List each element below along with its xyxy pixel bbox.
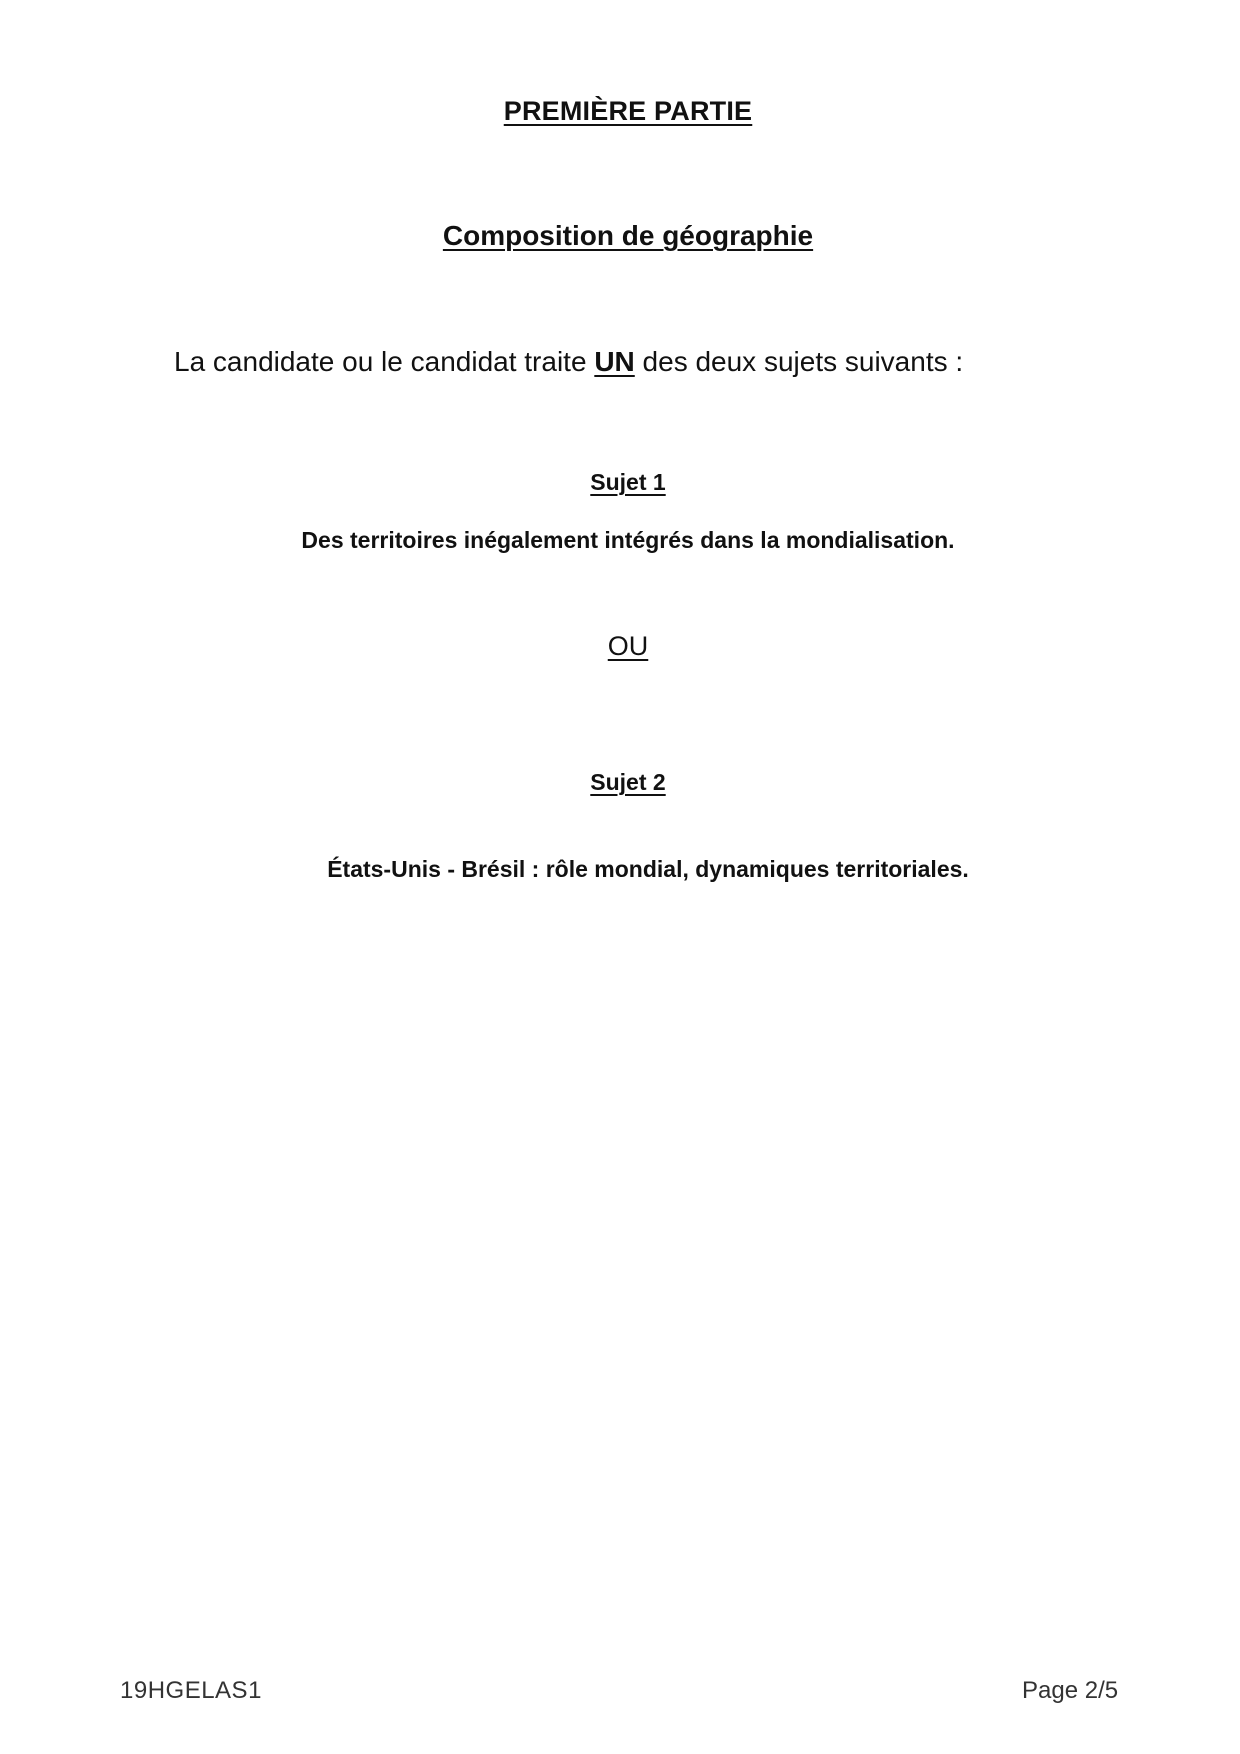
- part-title: PREMIÈRE PARTIE: [503, 96, 753, 126]
- instruction-text-after: des deux sujets suivants :: [634, 346, 964, 377]
- subject-1-text: Des territoires inégalement intégrés dans la mondialisation.: [301, 527, 955, 553]
- subject-2-label: Sujet 2: [590, 769, 666, 795]
- separator-ou: OU: [607, 631, 649, 661]
- section-title: Composition de géographie: [442, 220, 814, 251]
- footer-page-number: Page 2/5: [1022, 1677, 1119, 1704]
- footer-exam-code: 19HGELAS1: [120, 1677, 262, 1704]
- instruction-emphasis: UN: [594, 346, 635, 377]
- instruction-text-before: La candidate ou le candidat traite: [174, 346, 595, 377]
- subject-2-text: États-Unis - Brésil : rôle mondial, dynamiques territoriales.: [327, 856, 969, 882]
- subject-1-label: Sujet 1: [590, 469, 666, 495]
- instruction-line: [174, 346, 963, 378]
